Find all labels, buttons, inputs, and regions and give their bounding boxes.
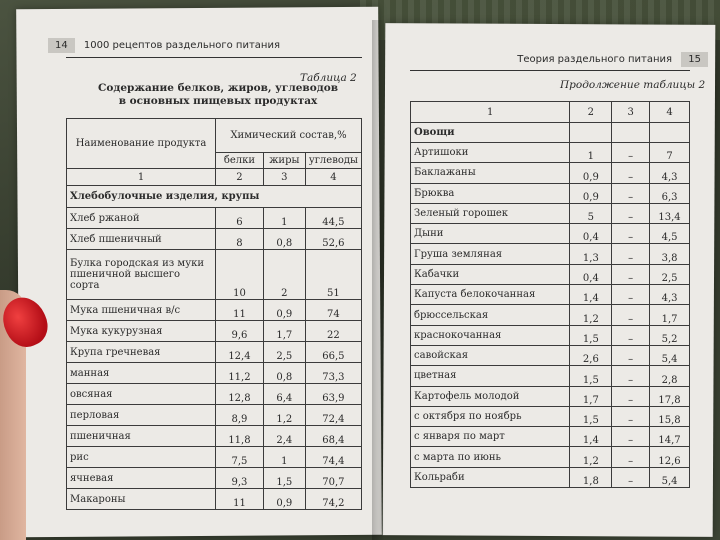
empty-cell	[612, 123, 650, 143]
protein-value: 8,9	[216, 405, 264, 426]
fat-value: –	[612, 244, 650, 264]
right-running-header	[517, 52, 708, 67]
fat-value: –	[612, 285, 650, 305]
protein-value: 12,8	[216, 384, 264, 405]
protein-value: 1,4	[570, 285, 612, 305]
product-name: с марта по июнь	[411, 447, 570, 467]
fat-value: –	[612, 386, 650, 406]
fat-value: –	[612, 203, 650, 223]
carbs-value: 2,8	[650, 366, 690, 386]
carbs-value: 74,4	[305, 447, 361, 468]
product-name: Хлеб пшеничный	[67, 229, 216, 250]
carbs-value: 44,5	[305, 208, 361, 229]
fat-value: –	[612, 163, 650, 183]
table-title	[88, 82, 348, 108]
carbs-value: 1,7	[650, 305, 690, 325]
left-page-number: 14	[48, 38, 75, 53]
table-row	[411, 285, 690, 305]
table-row	[67, 468, 362, 489]
table-row	[411, 143, 690, 163]
protein-value: 0,4	[570, 264, 612, 284]
table-row	[67, 250, 362, 300]
header-product: Наименование продукта	[67, 119, 216, 169]
fat-value: 1,5	[263, 468, 305, 489]
table-row	[411, 305, 690, 325]
protein-value: 1,5	[570, 366, 612, 386]
column-number-row	[67, 169, 362, 186]
right-page-number: 15	[681, 52, 708, 67]
product-name: Зеленый горошек	[411, 203, 570, 223]
protein-value: 11	[216, 300, 264, 321]
column-number: 4	[305, 169, 361, 186]
carbs-value: 12,6	[650, 447, 690, 467]
nutrition-table-right	[410, 101, 690, 488]
protein-value: 11,8	[216, 426, 264, 447]
section-row	[411, 123, 690, 143]
fat-value: –	[612, 406, 650, 426]
product-name: Кабачки	[411, 264, 570, 284]
product-name: Картофель молодой	[411, 386, 570, 406]
table-row	[67, 300, 362, 321]
product-name: с января по март	[411, 427, 570, 447]
product-name: брюссельская	[411, 305, 570, 325]
table-row	[411, 183, 690, 203]
carbs-value: 74	[305, 300, 361, 321]
carbs-value: 3,8	[650, 244, 690, 264]
protein-value: 10	[216, 250, 264, 300]
product-name: ячневая	[67, 468, 216, 489]
column-number: 3	[263, 169, 305, 186]
fat-value: –	[612, 183, 650, 203]
fat-value: 1	[263, 208, 305, 229]
protein-value: 11	[216, 489, 264, 510]
protein-value: 1,5	[570, 325, 612, 345]
empty-cell	[570, 123, 612, 143]
product-name: Брюква	[411, 183, 570, 203]
left-running-title: 1000 рецептов раздельного питания	[83, 40, 280, 51]
carbs-value: 4,3	[650, 163, 690, 183]
product-name: савойская	[411, 345, 570, 365]
product-name: Крупа гречневая	[67, 342, 216, 363]
column-number: 2	[216, 169, 264, 186]
table-row	[67, 321, 362, 342]
fat-value: –	[612, 143, 650, 163]
protein-value: 1,8	[570, 467, 612, 487]
product-name: Кольраби	[411, 467, 570, 487]
table-row	[411, 244, 690, 264]
carbs-value: 6,3	[650, 183, 690, 203]
product-name: пшеничная	[67, 426, 216, 447]
fat-value: –	[612, 264, 650, 284]
protein-value: 8	[216, 229, 264, 250]
protein-value: 7,5	[216, 447, 264, 468]
fat-value: 1,2	[263, 405, 305, 426]
carbs-value: 5,4	[650, 467, 690, 487]
protein-value: 2,6	[570, 345, 612, 365]
product-name: Капуста белокочанная	[411, 285, 570, 305]
table-row	[411, 366, 690, 386]
table-row	[411, 345, 690, 365]
product-name: с октября по ноябрь	[411, 406, 570, 426]
fat-value: –	[612, 345, 650, 365]
column-number: 4	[650, 102, 690, 123]
carbs-value: 17,8	[650, 386, 690, 406]
protein-value: 6	[216, 208, 264, 229]
carbs-value: 22	[305, 321, 361, 342]
fat-value: 0,9	[263, 489, 305, 510]
table-row	[411, 447, 690, 467]
protein-value: 1,2	[570, 305, 612, 325]
carbs-value: 14,7	[650, 427, 690, 447]
protein-value: 1,3	[570, 244, 612, 264]
table-title-line-1: Содержание белков, жиров, углеводов	[97, 82, 339, 94]
fat-value: 0,8	[263, 229, 305, 250]
fat-value: 2	[263, 250, 305, 300]
fat-value: –	[612, 325, 650, 345]
protein-value: 12,4	[216, 342, 264, 363]
carbs-value: 74,2	[305, 489, 361, 510]
column-number: 3	[612, 102, 650, 123]
protein-value: 1	[570, 143, 612, 163]
column-number: 2	[570, 102, 612, 123]
table-row	[411, 386, 690, 406]
carbs-value: 5,2	[650, 325, 690, 345]
continuation-label: Продолжение таблицы 2	[560, 79, 706, 91]
product-name: Булка городская из муки пшеничной высшего сорта	[67, 250, 216, 300]
right-running-title: Теория раздельного питания	[517, 54, 673, 65]
table-row	[411, 163, 690, 183]
carbs-value: 63,9	[305, 384, 361, 405]
column-number: 1	[67, 169, 216, 186]
product-name: Артишоки	[411, 143, 570, 163]
fat-value: 6,4	[263, 384, 305, 405]
table-row	[67, 405, 362, 426]
nutrition-table-left	[66, 118, 362, 510]
left-header-rule	[66, 57, 362, 58]
product-name: Баклажаны	[411, 163, 570, 183]
fat-value: 1,7	[263, 321, 305, 342]
header-row	[67, 119, 362, 153]
carbs-value: 7	[650, 143, 690, 163]
fat-value: 0,8	[263, 363, 305, 384]
fat-value: –	[612, 427, 650, 447]
protein-value: 1,2	[570, 447, 612, 467]
carbs-value: 73,3	[305, 363, 361, 384]
table-row	[411, 224, 690, 244]
header-composition: Химический состав,%	[216, 119, 362, 153]
fat-value: 0,9	[263, 300, 305, 321]
table-row	[411, 264, 690, 284]
table-row	[67, 229, 362, 250]
product-name: цветная	[411, 366, 570, 386]
fat-value: 2,5	[263, 342, 305, 363]
table-row	[67, 342, 362, 363]
carbs-value: 72,4	[305, 405, 361, 426]
protein-value: 0,9	[570, 183, 612, 203]
product-name: рис	[67, 447, 216, 468]
fat-value: –	[612, 305, 650, 325]
fat-value: –	[612, 467, 650, 487]
table-row	[411, 467, 690, 487]
carbs-value: 51	[305, 250, 361, 300]
table-row	[411, 406, 690, 426]
protein-value: 1,7	[570, 386, 612, 406]
carbs-value: 52,6	[305, 229, 361, 250]
left-running-header	[48, 38, 280, 53]
table-row	[67, 363, 362, 384]
carbs-value: 4,5	[650, 224, 690, 244]
product-name: Мука кукурузная	[67, 321, 216, 342]
table-row	[67, 208, 362, 229]
table-row	[67, 447, 362, 468]
table-row	[411, 325, 690, 345]
protein-value: 5	[570, 203, 612, 223]
header-protein: белки	[216, 153, 264, 169]
product-name: манная	[67, 363, 216, 384]
protein-value: 9,3	[216, 468, 264, 489]
product-name: Хлеб ржаной	[67, 208, 216, 229]
carbs-value: 2,5	[650, 264, 690, 284]
header-fat: жиры	[263, 153, 305, 169]
product-name: овсяная	[67, 384, 216, 405]
header-carbs: углеводы	[305, 153, 361, 169]
product-name: краснокочанная	[411, 325, 570, 345]
book-gutter	[372, 20, 390, 540]
fat-value: 2,4	[263, 426, 305, 447]
protein-value: 0,4	[570, 224, 612, 244]
protein-value: 9,6	[216, 321, 264, 342]
section-title: Овощи	[411, 123, 570, 143]
table-title-line-2: в основных пищевых продуктах	[118, 95, 318, 107]
carbs-value: 5,4	[650, 345, 690, 365]
product-name: Мука пшеничная в/с	[67, 300, 216, 321]
carbs-value: 68,4	[305, 426, 361, 447]
table-row	[67, 426, 362, 447]
protein-value: 11,2	[216, 363, 264, 384]
section-title: Хлебобулочные изделия, крупы	[67, 186, 362, 208]
fat-value: –	[612, 224, 650, 244]
carbs-value: 15,8	[650, 406, 690, 426]
protein-value: 0,9	[570, 163, 612, 183]
fat-value: –	[612, 447, 650, 467]
fat-value: –	[612, 366, 650, 386]
fat-value: 1	[263, 447, 305, 468]
table-row	[67, 384, 362, 405]
table-label: Таблица 2	[300, 72, 357, 84]
table-row	[411, 203, 690, 223]
column-number-row	[411, 102, 690, 123]
carbs-value: 4,3	[650, 285, 690, 305]
protein-value: 1,5	[570, 406, 612, 426]
product-name: Груша земляная	[411, 244, 570, 264]
right-header-rule	[410, 70, 690, 71]
product-name: перловая	[67, 405, 216, 426]
product-name: Макароны	[67, 489, 216, 510]
product-name: Дыни	[411, 224, 570, 244]
carbs-value: 70,7	[305, 468, 361, 489]
column-number: 1	[411, 102, 570, 123]
protein-value: 1,4	[570, 427, 612, 447]
table-row	[67, 489, 362, 510]
section-row	[67, 186, 362, 208]
table-row	[411, 427, 690, 447]
carbs-value: 13,4	[650, 203, 690, 223]
empty-cell	[650, 123, 690, 143]
carbs-value: 66,5	[305, 342, 361, 363]
